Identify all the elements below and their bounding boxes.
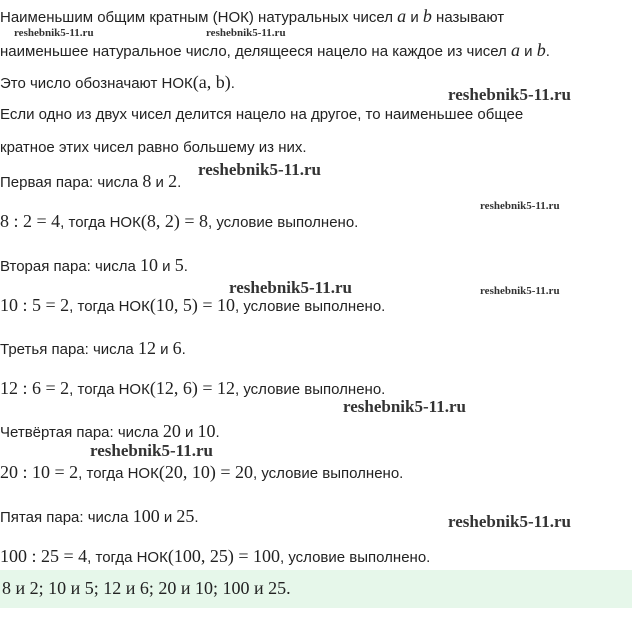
pair-3-solution: 12 : 6 = 2, тогда НОК(12, 6) = 12, условие выполнено. (0, 378, 386, 398)
pair-5-solution: 100 : 25 = 4, тогда НОК(100, 25) = 100, условие выполнено. (0, 546, 431, 566)
watermark: reshebnik5-11.ru (90, 441, 213, 460)
pair-2-title: Вторая пара: числа 10 и 5. (0, 255, 188, 275)
pair-4-solution: 20 : 10 = 2, тогда НОК(20, 10) = 20, условие выполнено. (0, 462, 404, 482)
rule-line-1: Если одно из двух чисел делится нацело на другое, то наименьшее общее (0, 106, 524, 123)
definition-line-1: Наименьшим общим кратным (НОК) натуральных чисел a и b называют (0, 6, 505, 26)
rule-line-2: кратное этих чисел равно большему из них. (0, 139, 307, 156)
definition-line-2: наименьшее натуральное число, делящееся нацело на каждое из чисел a и b. (0, 40, 550, 60)
watermark: reshebnik5-11.ru (343, 397, 466, 416)
watermark: reshebnik5-11.ru (14, 27, 94, 39)
watermark: reshebnik5-11.ru (448, 512, 571, 531)
watermark: reshebnik5-11.ru (229, 278, 352, 297)
pair-1-solution: 8 : 2 = 4, тогда НОК(8, 2) = 8, условие выполнено. (0, 211, 359, 231)
watermark: reshebnik5-11.ru (448, 85, 571, 104)
pair-1-title: Первая пара: числа 8 и 2. (0, 171, 182, 191)
watermark: reshebnik5-11.ru (198, 160, 321, 179)
answer-box (0, 570, 632, 608)
answer-text: 8 и 2; 10 и 5; 12 и 6; 20 и 10; 100 и 25. (2, 578, 291, 598)
pair-5-title: Пятая пара: числа 100 и 25. (0, 506, 199, 526)
watermark: reshebnik5-11.ru (206, 27, 286, 39)
watermark: reshebnik5-11.ru (480, 285, 560, 297)
pair-2-solution: 10 : 5 = 2, тогда НОК(10, 5) = 10, условие выполнено. (0, 295, 386, 315)
watermark: reshebnik5-11.ru (480, 200, 560, 212)
pair-4-title: Четвёртая пара: числа 20 и 10. (0, 421, 220, 441)
pair-3-title: Третья пара: числа 12 и 6. (0, 338, 186, 358)
notation-line: Это число обозначают НОК(a, b). (0, 72, 235, 92)
